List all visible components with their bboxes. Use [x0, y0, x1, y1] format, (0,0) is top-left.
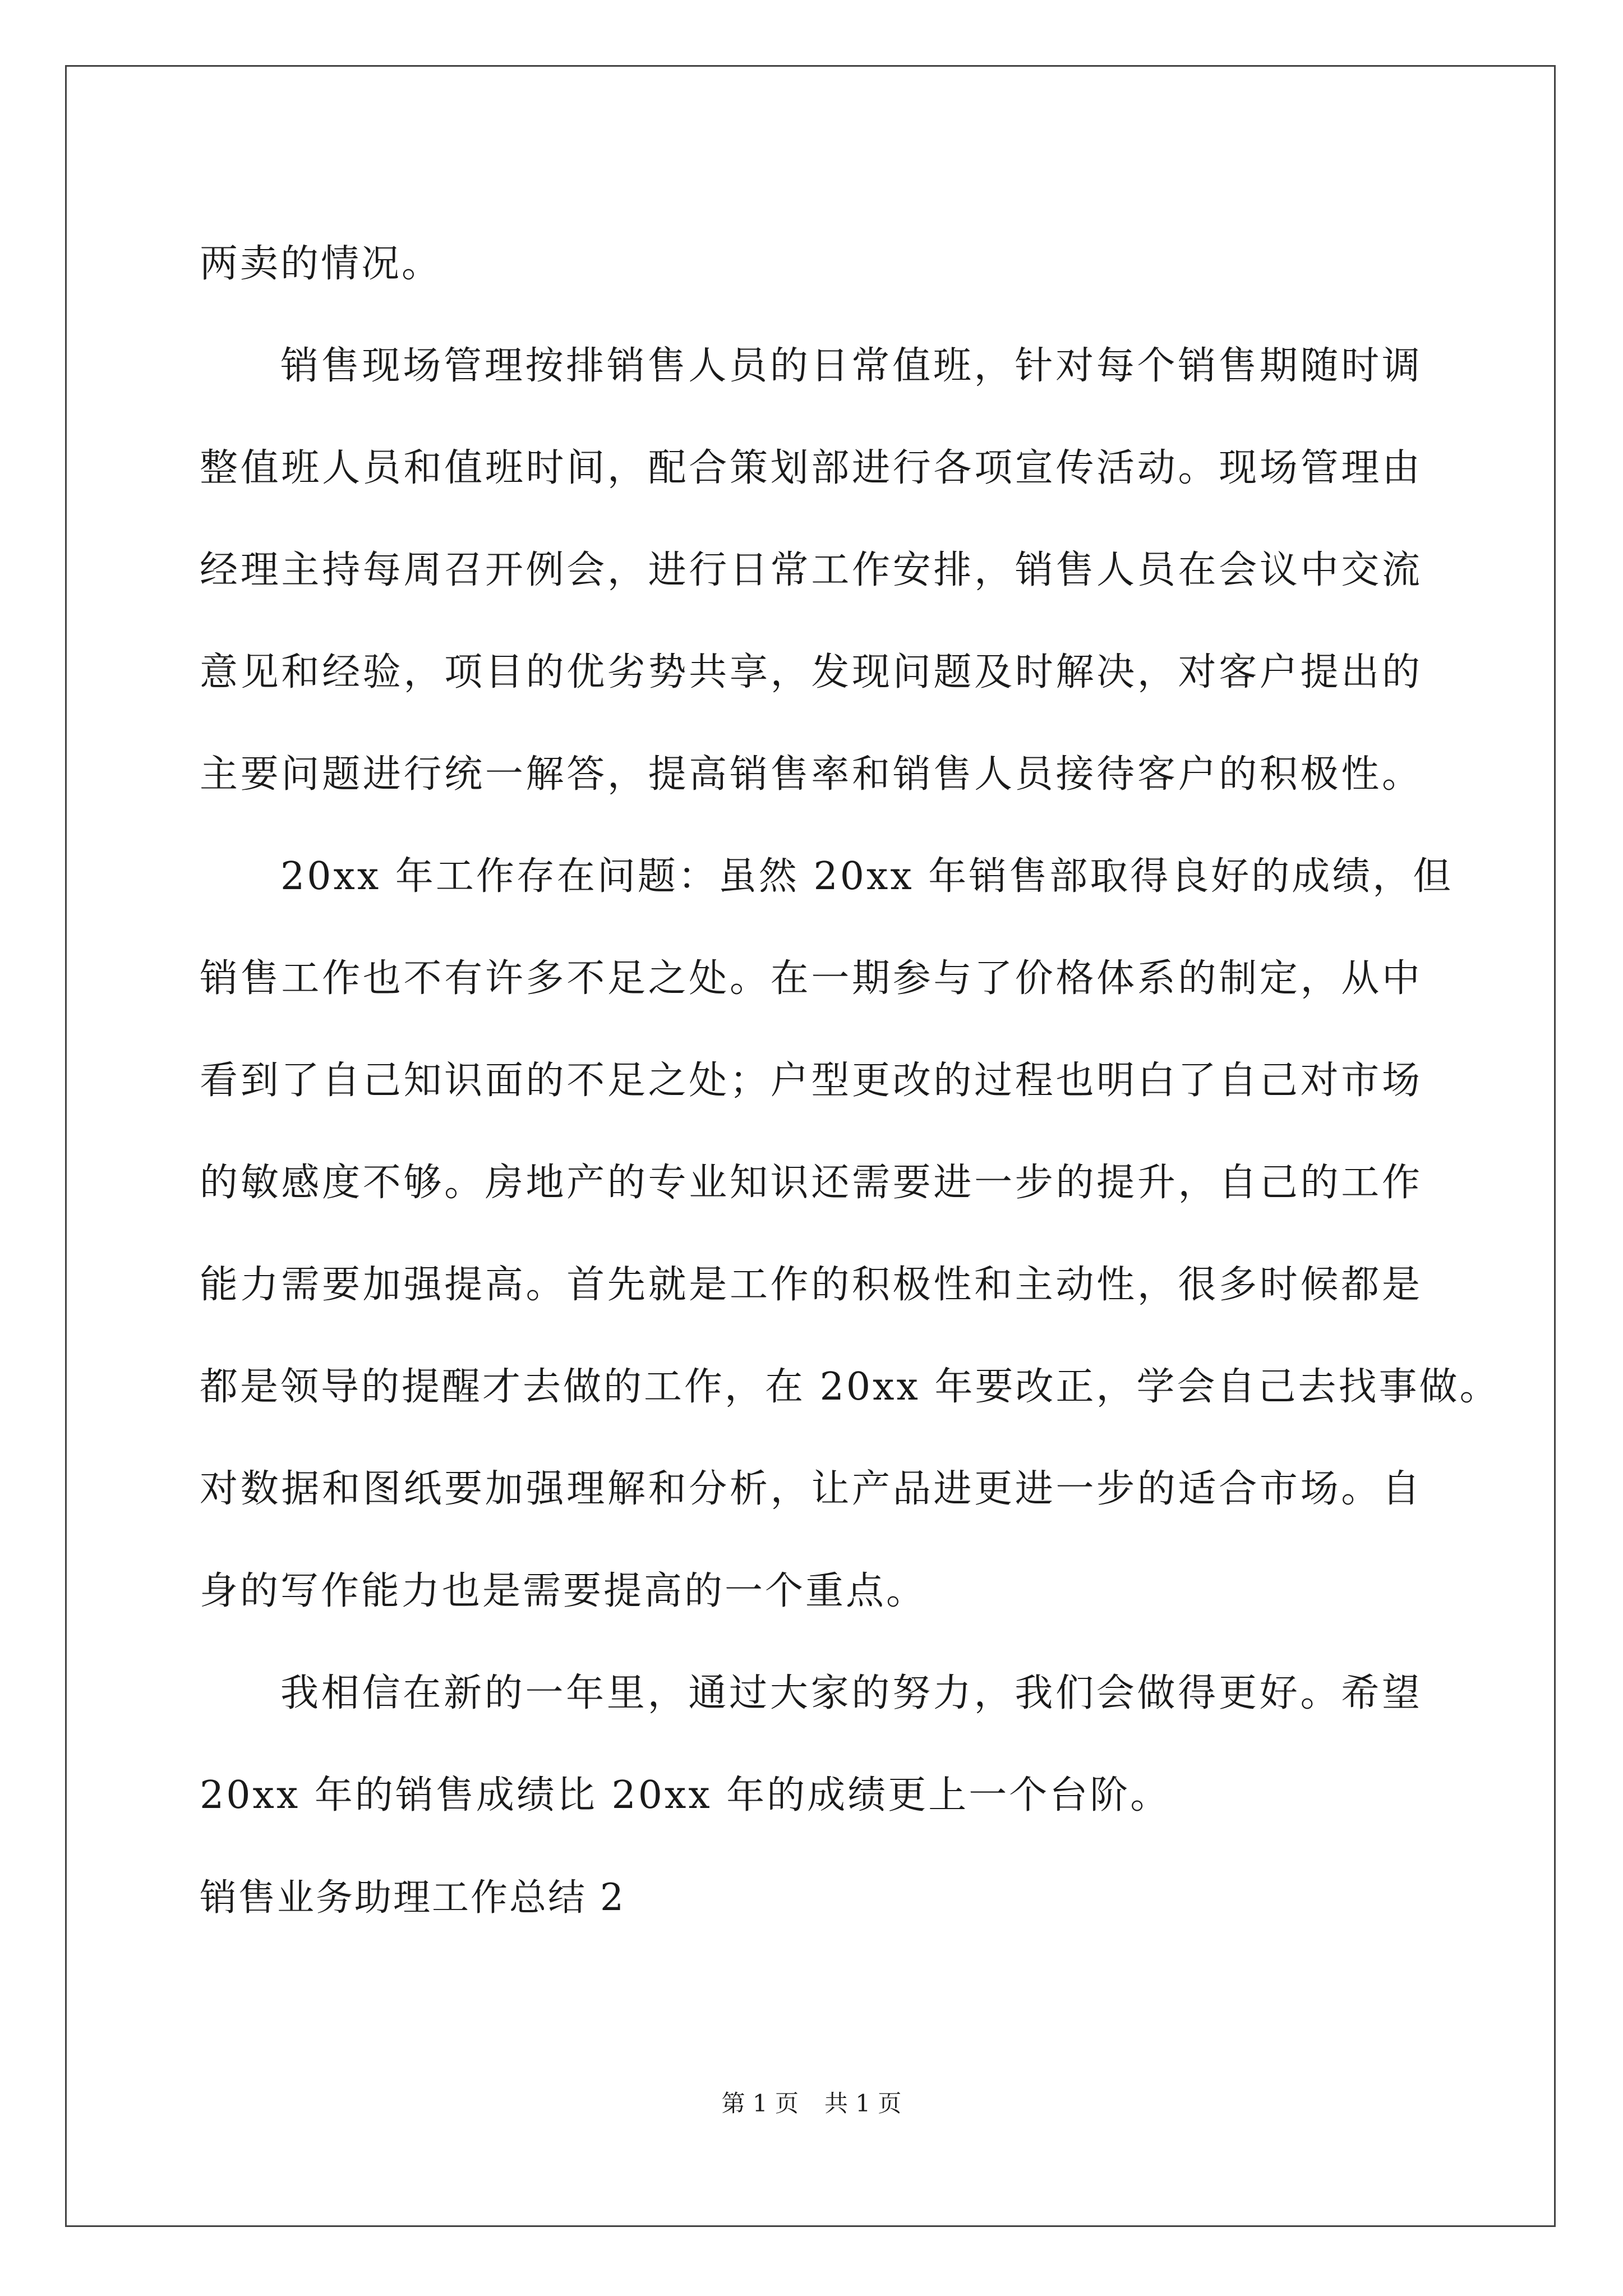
page-total: 共 1 页 — [824, 2090, 902, 2117]
paragraph-start-line: 销售现场管理按排销售人员的日常值班，针对每个销售期随时调 — [280, 344, 1422, 388]
text-line: 身的写作能力也是需要提高的一个重点。 — [200, 1569, 927, 1613]
paragraph-start-line: 20xx 年工作存在问题：虽然 20xx 年销售部取得良好的成绩，但 — [280, 854, 1454, 899]
text-line: 意见和经验，项目的优劣势共享，发现问题及时解决，对客户提出的 — [200, 650, 1422, 694]
text-line: 20xx 年的销售成绩比 20xx 年的成绩更上一个台阶。 — [200, 1773, 1171, 1818]
text-line: 整值班人员和值班时间，配合策划部进行各项宣传活动。现场管理由 — [200, 446, 1422, 490]
section-heading: 销售业务助理工作总结 2 — [200, 1876, 625, 1919]
text-line: 销售工作也不有许多不足之处。在一期参与了价格体系的制定，从中 — [200, 956, 1422, 1001]
document-body — [200, 213, 1500, 1949]
paragraph-start-line: 我相信在新的一年里，通过大家的努力，我们会做得更好。希望 — [280, 1671, 1422, 1715]
text-line: 经理主持每周召开例会，进行日常工作安排，销售人员在会议中交流 — [200, 548, 1422, 592]
page-number: 第 1 页 — [721, 2090, 799, 2117]
text-line: 主要问题进行统一解答，提高销售率和销售人员接待客户的积极性。 — [200, 752, 1422, 797]
text-line: 的敏感度不够。房地产的专业知识还需要进一步的提升，自己的工作 — [200, 1161, 1422, 1205]
text-line: 都是领导的提醒才去做的工作，在 20xx 年要改正，学会自己去找事做。 — [200, 1365, 1500, 1409]
text-line: 对数据和图纸要加强理解和分析，让产品进更进一步的适合市场。自 — [200, 1467, 1422, 1511]
text-line: 两卖的情况。 — [200, 242, 442, 286]
page-footer — [0, 2087, 1623, 2120]
text-line: 能力需要加强提高。首先就是工作的积极性和主动性，很多时候都是 — [200, 1263, 1422, 1307]
text-line: 看到了自己知识面的不足之处；户型更改的过程也明白了自己对市场 — [200, 1059, 1422, 1103]
